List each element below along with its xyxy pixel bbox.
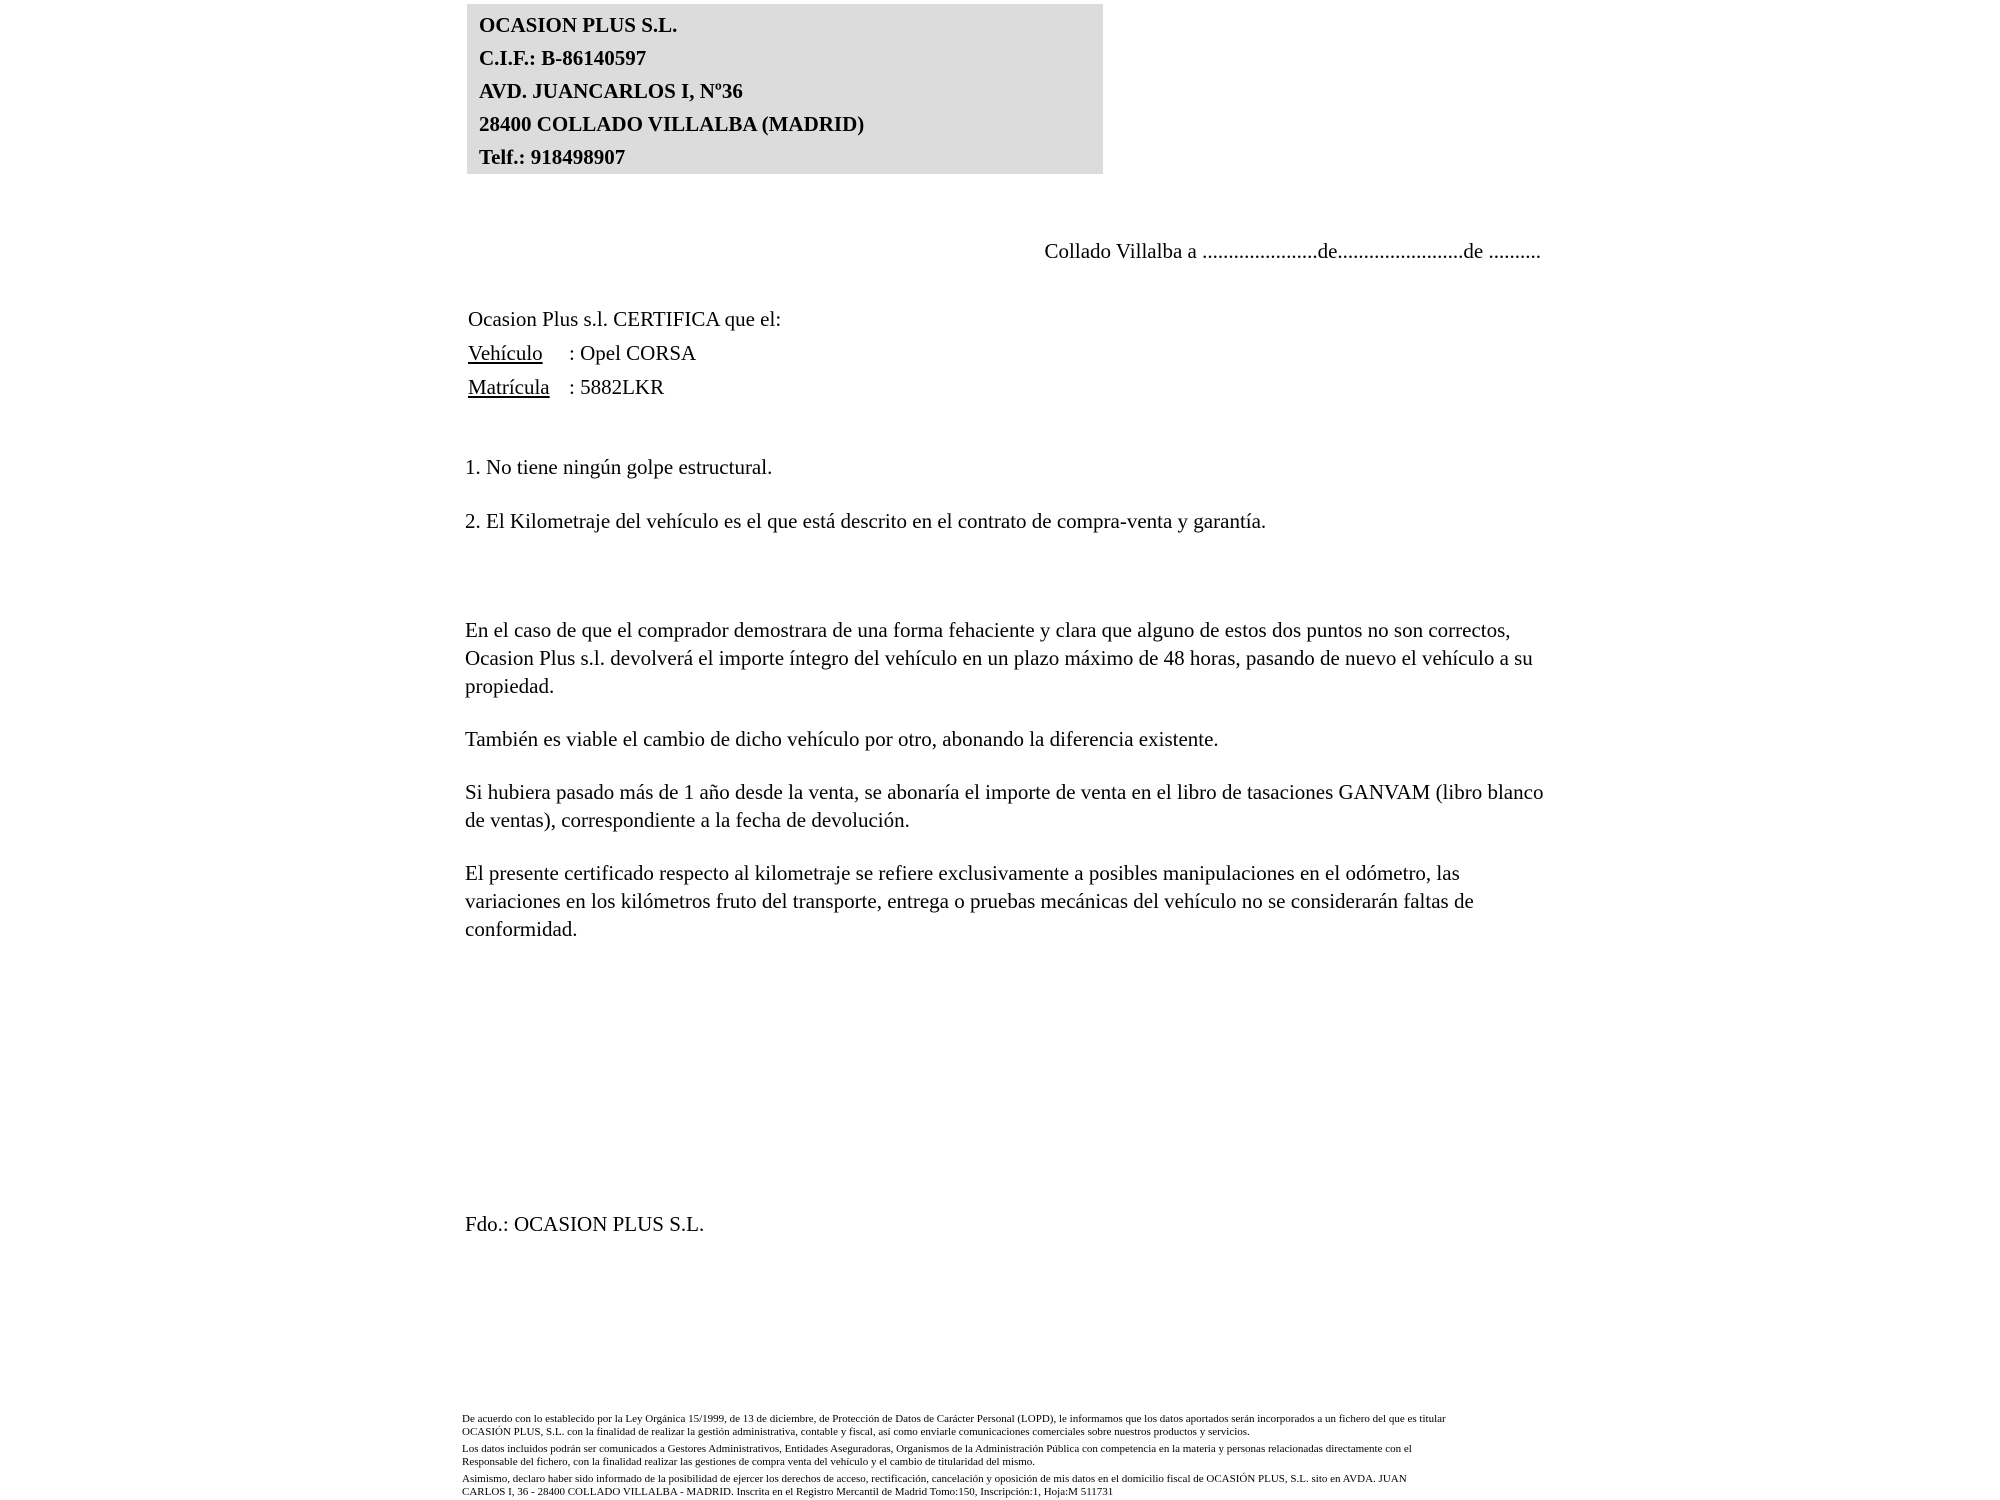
legal-footer-line: De acuerdo con lo establecido por la Ley Orgánica 15/1999, de 13 de diciembre, de Protección de Datos de Carácter Personal (LOPD), le informamos que los datos aportados serán incorporados a un fichero del que es titular: [462, 1413, 1446, 1425]
certified-point-2: 2. El Kilometraje del vehículo es el que está descrito en el contrato de compra-venta y garantía.: [465, 509, 1267, 533]
legal-footer-line: OCASIÓN PLUS, S.L. con la finalidad de realizar la gestión administrativa, contable y fiscal, así como enviarle comunicaciones comerciales sobre nuestros productos y servicios.: [462, 1425, 1250, 1438]
vehicle-field: [468, 336, 781, 370]
legal-footer-line: Responsable del fichero, con la finalidad realizar las gestiones de compra venta del vehículo y el cambio de titularidad del mismo.: [462, 1455, 1036, 1468]
company-address: AVD. JUANCARLOS I, Nº36: [479, 79, 743, 103]
terms-paragraph-refund: En el caso de que el comprador demostrara de una forma fehaciente y clara que alguno de estos dos puntos no son correctos, Ocasion Plus s.l. devolverá el importe íntegro del vehículo en un plazo máximo de 48 horas, pasando de nuevo el vehículo a su propiedad.: [465, 618, 1533, 698]
plate-field: [468, 370, 781, 404]
certified-point-1: 1. No tiene ningún golpe estructural.: [465, 455, 773, 479]
date-blank-line: Collado Villalba a ......................de........................de ..........: [1044, 239, 1541, 263]
plate-field-value: : 5882LKR: [569, 375, 665, 399]
company-header-box: [467, 4, 1103, 174]
terms-paragraph-odometer: El presente certificado respecto al kilometraje se refiere exclusivamente a posibles manipulaciones en el odómetro, las variaciones en los kilómetros fruto del transporte, entrega o pruebas mecánicas del vehículo no se considerarán faltas de conformidad.: [465, 861, 1474, 941]
legal-footer-line: Asimismo, declaro haber sido informado de la posibilidad de ejercer los derechos de acceso, rectificación, cancelación y oposición de mis datos en el domicilio fiscal de OCASIÓN PLUS, S.L. sito en AVDA. JUAN: [462, 1473, 1407, 1485]
company-city: 28400 COLLADO VILLALBA (MADRID): [479, 112, 865, 136]
terms-paragraph-exchange: También es viable el cambio de dicho vehículo por otro, abonando la diferencia existente.: [465, 727, 1219, 751]
plate-field-label: Matrícula: [468, 375, 550, 399]
company-cif: C.I.F.: B-86140597: [479, 46, 647, 70]
certification-block: [468, 302, 781, 404]
company-name: OCASION PLUS S.L.: [479, 13, 678, 37]
legal-footer-line: Los datos incluidos podrán ser comunicados a Gestores Administrativos, Entidades Aseguradoras, Organismos de la Administración Pública con competencia en la materia y personas relacionadas directamente con el: [462, 1443, 1412, 1455]
legal-footer-line: CARLOS I, 36 - 28400 COLLADO VILLALBA - MADRID. Inscrita en el Registro Mercantil de Madrid Tomo:150, Inscripción:1, Hoja:M 511731: [462, 1485, 1114, 1498]
certify-intro: Ocasion Plus s.l. CERTIFICA que el:: [468, 307, 782, 331]
terms-paragraphs: [465, 616, 1545, 968]
signature-line: Fdo.: OCASION PLUS S.L.: [465, 1212, 705, 1236]
legal-footer: [462, 1413, 1567, 1498]
company-phone: Telf.: 918498907: [479, 145, 626, 169]
terms-paragraph-ganvam: Si hubiera pasado más de 1 año desde la venta, se abonaría el importe de venta en el libro de tasaciones GANVAM (libro blanco de ventas), correspondiente a la fecha de devolución.: [465, 780, 1544, 832]
vehicle-field-value: : Opel CORSA: [569, 341, 697, 365]
vehicle-field-label: Vehículo: [468, 341, 543, 365]
